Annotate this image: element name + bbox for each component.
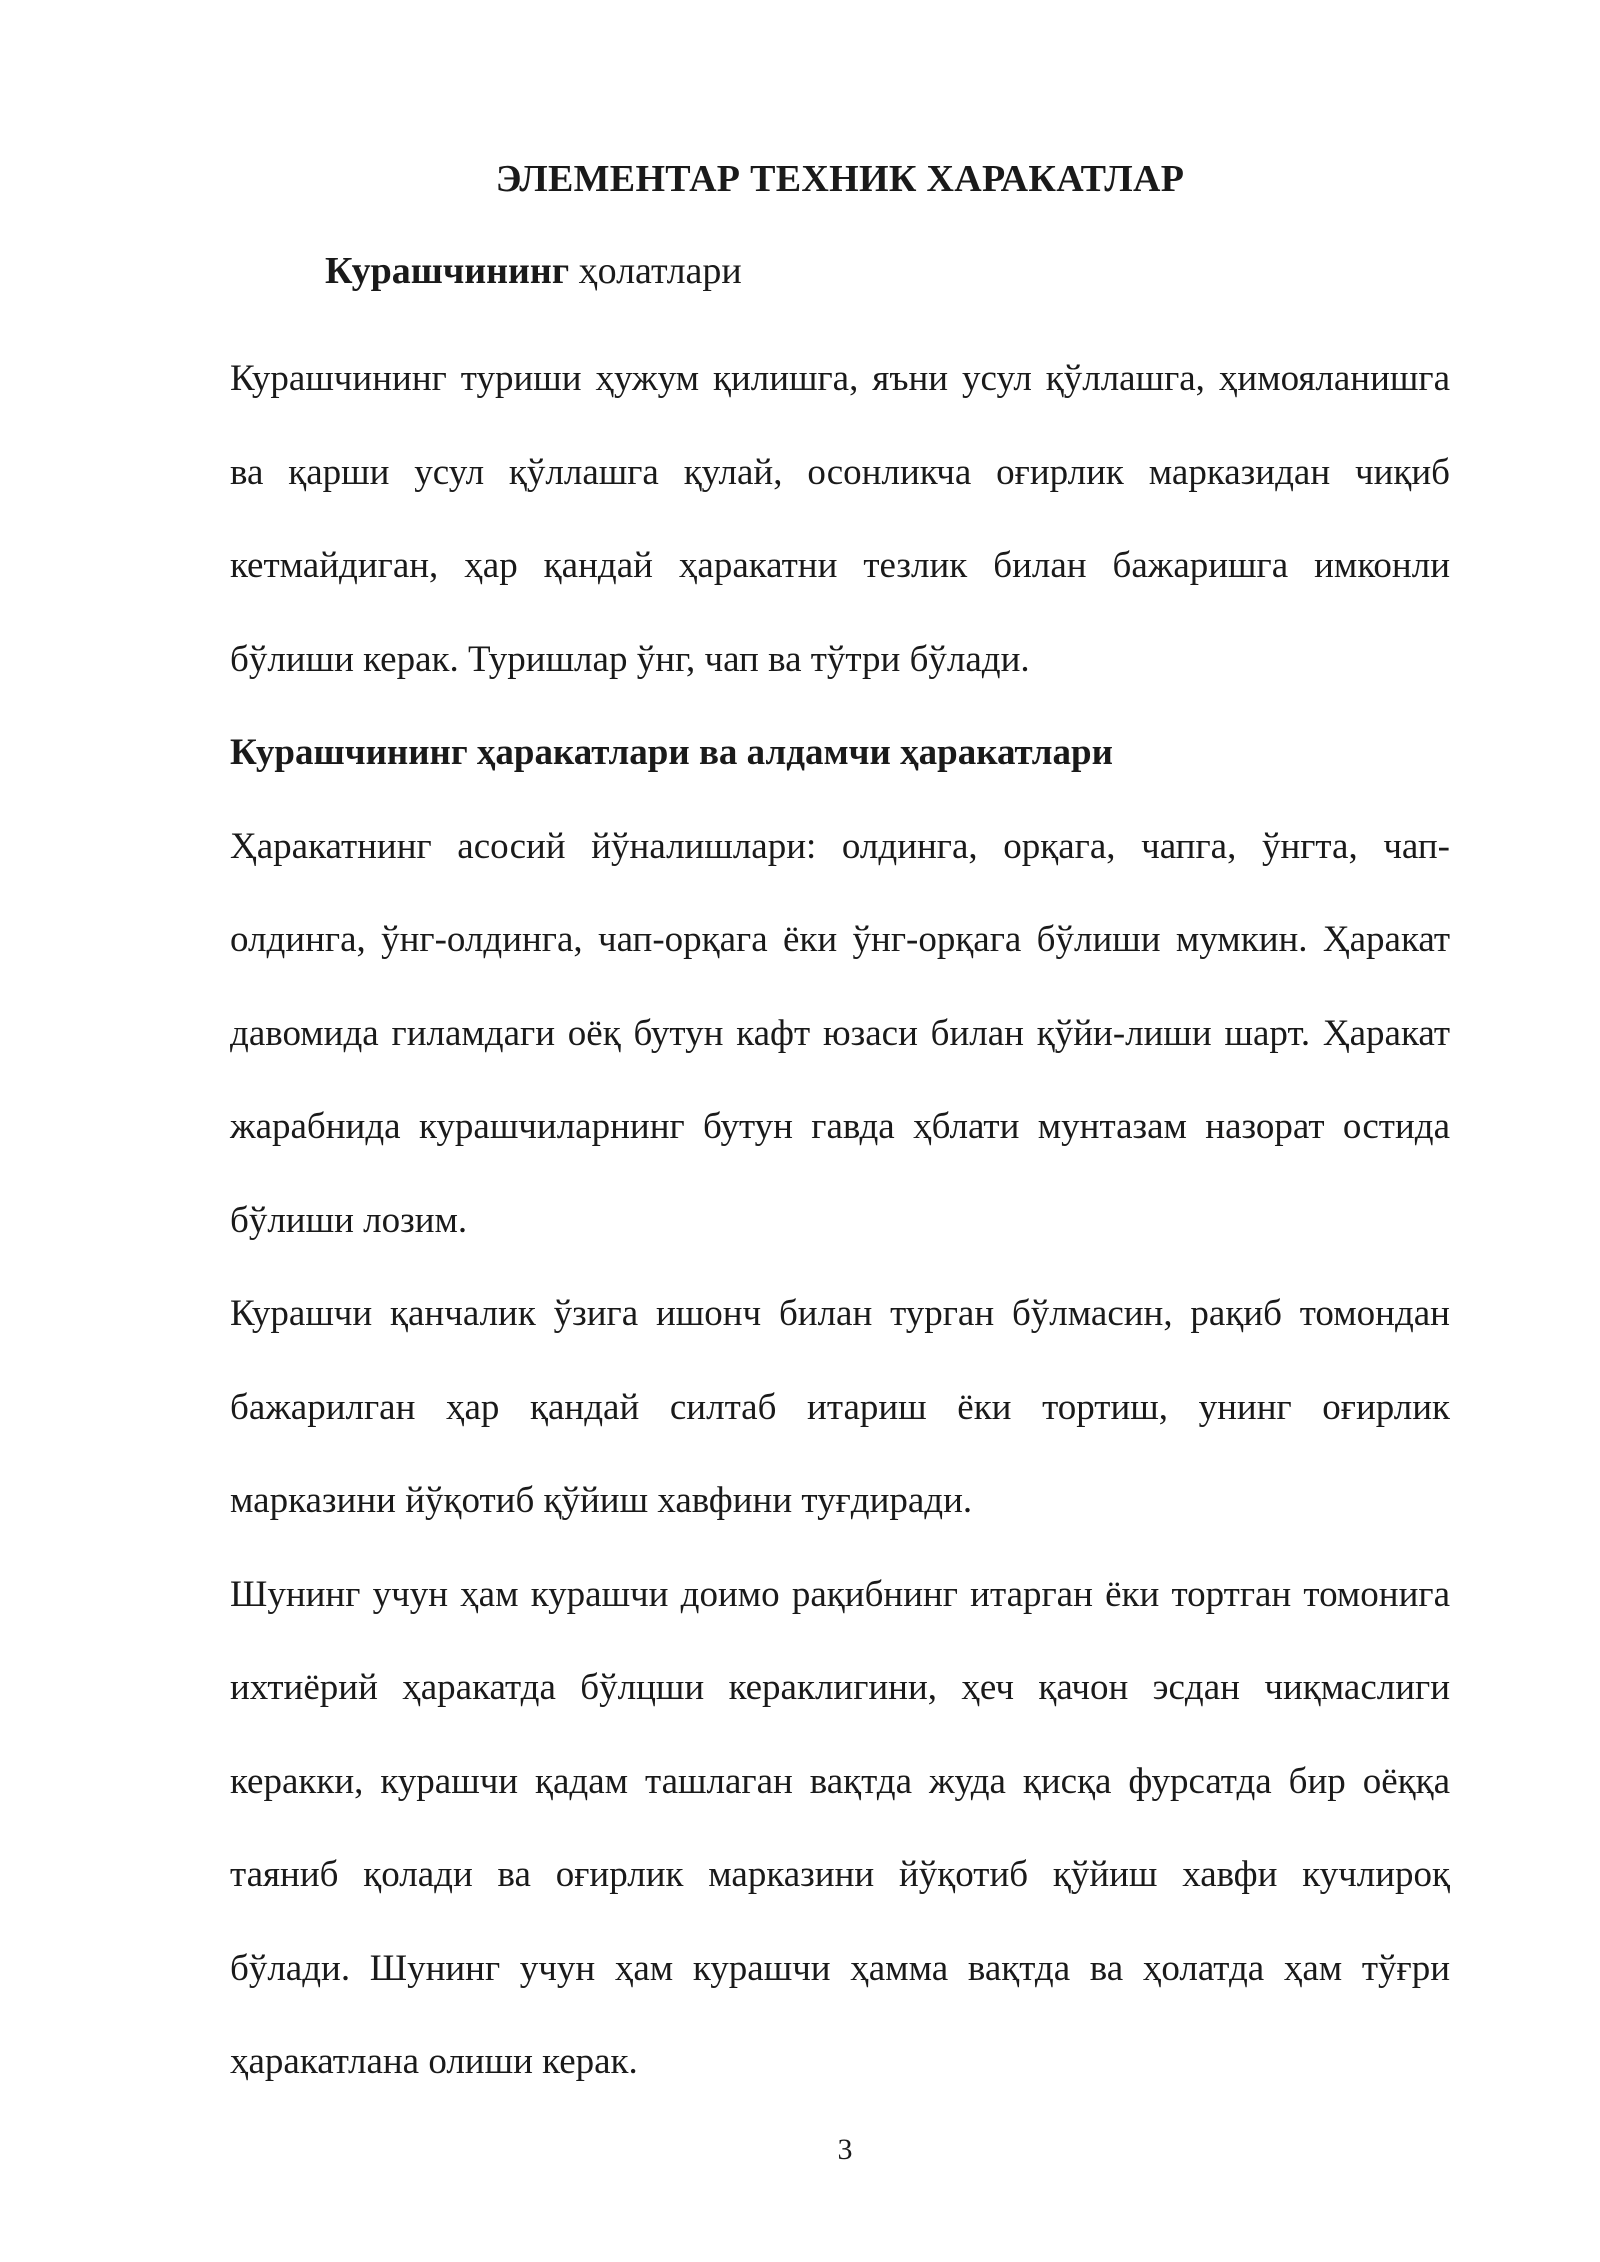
paragraph-balance-risk: Курашчи қанчалик ўзига ишонч билан турган бўлмасин, рақиб томондан бажарилган ҳар қандай силтаб итариш ёки тортиш, унинг оғирлик марказини йўқотиб қўйиш хавфини туғдиради. [230,1293,1450,1521]
section-subheading [230,240,1450,302]
subheading-normal-part: ҳолатлари [569,250,742,292]
subheading-bold-part: Курашчининг [325,250,570,292]
page-number: 3 [837,2133,853,2166]
page-content [230,148,1450,2109]
paragraph-movement-directions: Ҳаракатнинг асосий йўналишлари: олдинга, орқага, чапга, ўнгта, чап-олдинга, ўнг-олдинга, чап-орқага ёки ўнг-орқага бўлиши мумкин. Ҳаракат давомида гиламдаги оёқ бутун кафт юзаси билан қўйи-лиши шарт. Ҳаракат жарабнида курашчиларнинг бутун гавда ҳблати мунтазам назорат остида бўлиши лозим. [230,825,1450,1241]
paragraph-stances: Курашчининг туриши ҳужум қилишга, яъни усул қўллашга, ҳимояланишга ва қарши усул қўллашга қулай, осонликча оғирлик марказидан чиқиб кетмайдиган, ҳар қандай ҳаракатни тезлик билан бажаришга имконли бўлиши керак. Туришлар ўнг, чап ва тўтри бўлади. [230,358,1450,680]
document-title: ЭЛЕМЕНТАР ТЕХНИК ХАРАКАТЛАР [495,158,1185,200]
paragraph-readiness: Шунинг учун ҳам курашчи доимо рақибнинг итарган ёки тортган томонига ихтиёрий ҳаракатда бўлцши кераклигини, ҳеч қачон эсдан чиқмаслиги керакки, курашчи қадам ташлаган вақтда жуда қисқа фурсатда бир оёққа таяниб қолади ва оғирлик марказини йўқотиб қўйиш хавфи кучлироқ бўлади. Шунинг учун ҳам курашчи ҳамма вақтда ва ҳолатда ҳам тўғри ҳаракатлана олиши керак. [230,1573,1450,2082]
section-heading-movements: Курашчининг ҳаракатлари ва алдамчи ҳаракатлари [230,732,1113,773]
